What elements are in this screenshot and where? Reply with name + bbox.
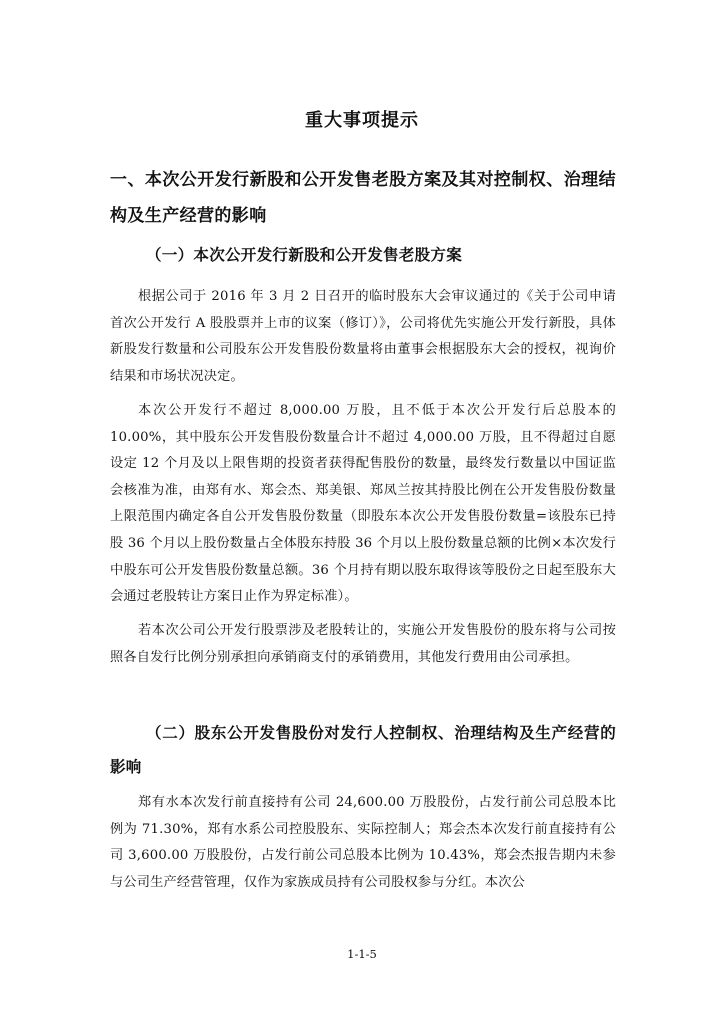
section-heading-1: 一、本次公开发行新股和公开发售老股方案及其对控制权、治理结构及生产经营的影响 bbox=[110, 170, 616, 226]
document-title: 重大事项提示 bbox=[305, 110, 419, 131]
page-number: 1-1-5 bbox=[347, 947, 377, 961]
paragraph-1: 根据公司于 2016 年 3 月 2 日召开的临时股东大会审议通过的《关于公司申请首次公开发行 A 股股票并上市的议案（修订）》，公司将优先实施公开发行新股，具体新股发行数量和公司股东公开发售股份数量将由董事会根据股东大会的授权，视询价结果和市场状况决定。 bbox=[110, 289, 616, 384]
subsection-heading-2: （二）股东公开发售股份对发行人控制权、治理结构及生产经营的影响 bbox=[110, 723, 616, 776]
paragraph-3: 若本次公司公开发行股票涉及老股转让的，实施公开发售股份的股东将与公司按照各自发行比例分别承担向承销商支付的承销费用，其他发行费用由公司承担。 bbox=[110, 623, 616, 665]
paragraph-4: 郑有水本次发行前直接持有公司 24,600.00 万股股份，占发行前公司总股本比例为 71.30%，郑有水系公司控股股东、实际控制人；郑会杰本次发行前直接持有公司 3,600.00 万股股份，占发行前公司总股本比例为 10.43%，郑会杰报告期内未参与公司生产经营管理，仅作为家族成员持有公司股权参与分红。本次公 bbox=[110, 795, 616, 890]
subsection-heading-1: （一）本次公开发行新股和公开发售老股方案 bbox=[146, 245, 463, 264]
paragraph-2: 本次公开发行不超过 8,000.00 万股，且不低于本次公开发行后总股本的10.00%，其中股东公开发售股份数量合计不超过 4,000.00 万股，且不得超过自愿设定 12 个月及以上限售期的投资者获得配售股份的数量，最终发行数量以中国证监会核准为准，由郑有水、郑会杰、郑美银、郑凤兰按其持股比例在公开发售股份数量上限范围内确定各自公开发售股份数量（即股东本次公开发售股份数量=该股东已持股 36 个月以上股份数量占全体股东持股 36 个月以上股份数量总额的比例×本次发行中股东可公开发售股份数量总额。36 个月持有期以股东取得该等股份之日起至股东大会通过老股转让方案日止作为界定标准）。 bbox=[110, 403, 616, 605]
